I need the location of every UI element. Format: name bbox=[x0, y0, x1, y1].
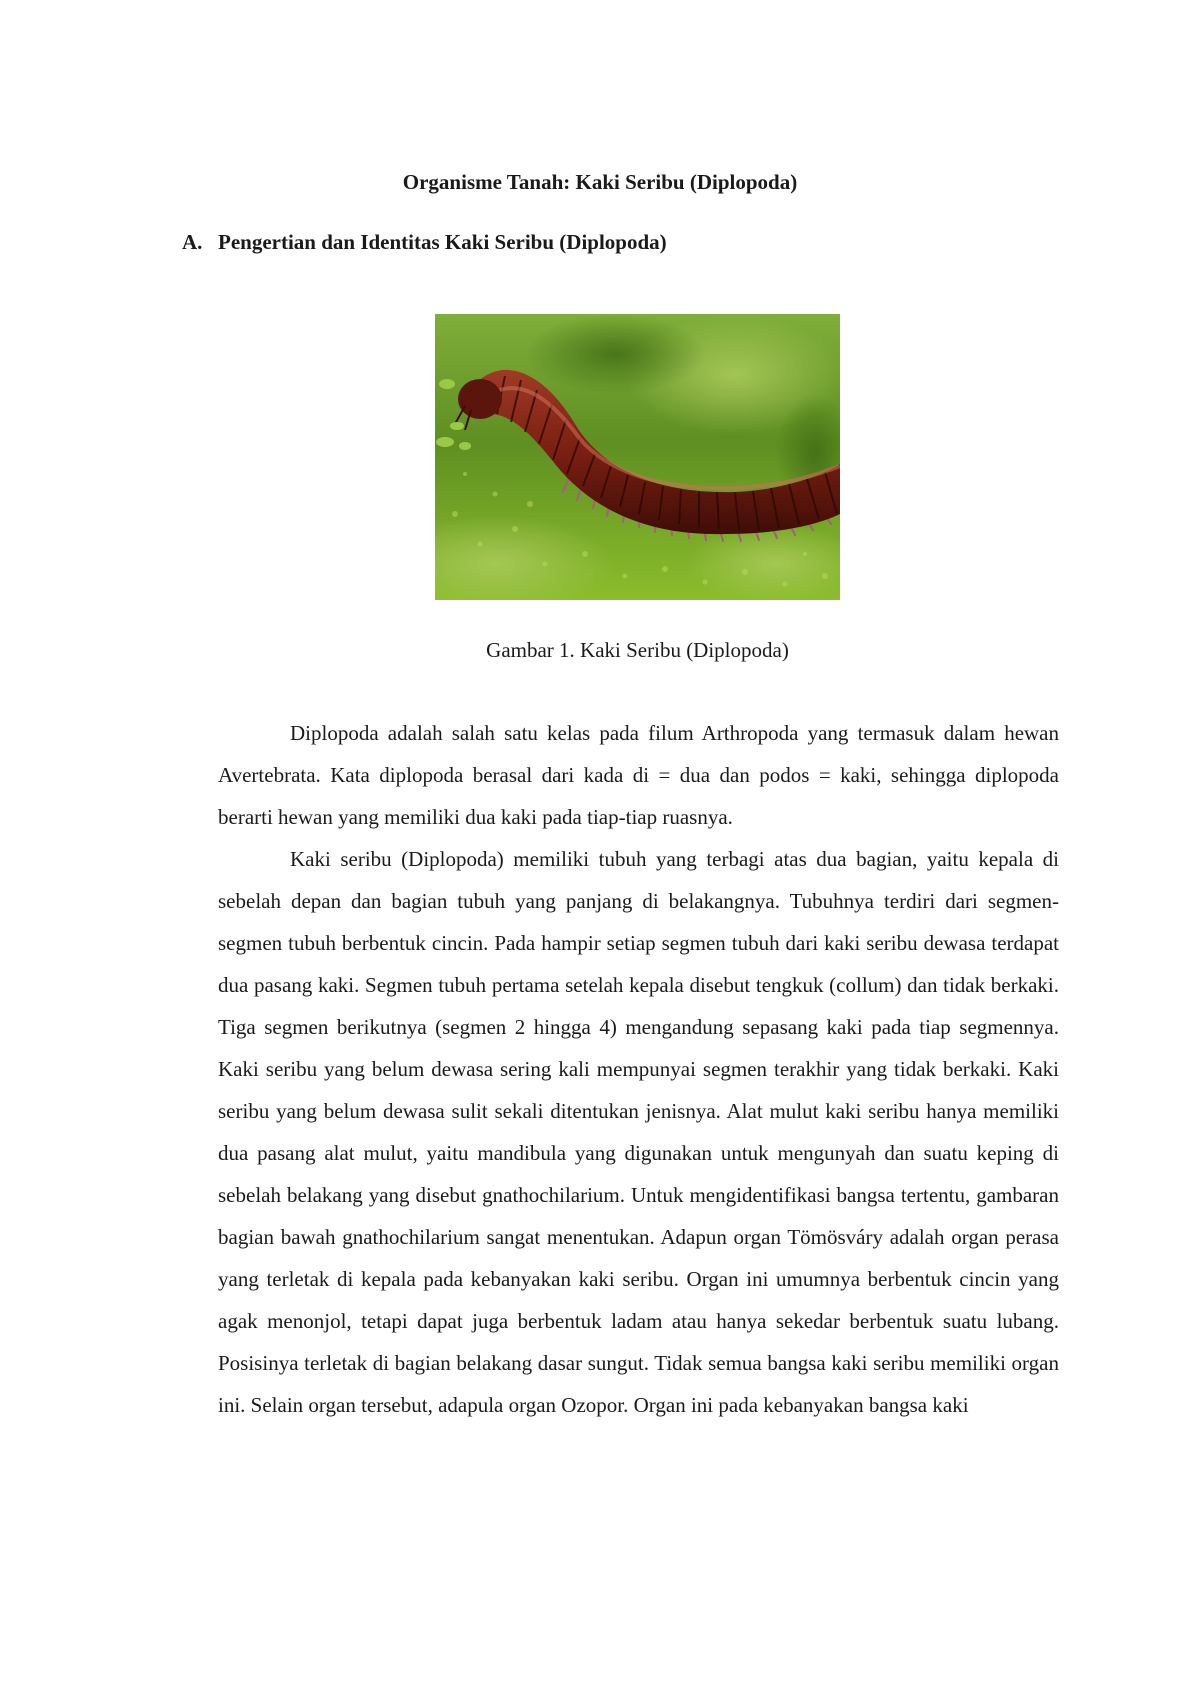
section-number: A. bbox=[182, 230, 203, 254]
paragraph: Kaki seribu (Diplopoda) memiliki tubuh yang terbagi atas dua bagian, yaitu kepala di sebelah depan dan bagian tubuh yang panjang di belakangnya. Tubuhnya terdiri dari segmen-segmen tubuh berbentuk cincin. Pada hampir setiap segmen tubuh dari kaki seribu dewasa terdapat dua pasang kaki. Segmen tubuh pertama setelah kepala disebut tengkuk (collum) dan tidak berkaki. Tiga segmen berikutnya (segmen 2 hingga 4) mengandung sepasang kaki pada tiap segmennya. Kaki seribu yang belum dewasa sering kali mempunyai segmen terakhir yang tidak berkaki. Kaki seribu yang belum dewasa sulit sekali ditentukan jenisnya. Alat mulut kaki seribu hanya memiliki dua pasang alat mulut, yaitu mandibula yang digunakan untuk mengunyah dan suatu keping di sebelah belakang yang disebut gnathochilarium. Untuk mengidentifikasi bangsa tertentu, gambaran bagian bawah gnathochilarium sangat menentukan. Adapun organ Tömösváry adalah organ perasa yang terletak di kepala pada kebanyakan kaki seribu. Organ ini umumnya berbentuk cincin yang agak menonjol, tetapi dapat juga berbentuk ladam atau hanya sekedar berbentuk suatu lubang. Posisinya terletak di bagian belakang dasar sungut. Tidak semua bangsa kaki seribu memiliki organ ini. Selain organ tersebut, adapula organ Ozopor. Organ ini pada kebanyakan bangsa kaki bbox=[218, 847, 1059, 1417]
paragraph: Diplopoda adalah salah satu kelas pada filum Arthropoda yang termasuk dalam hewan Avertebrata. Kata diplopoda berasal dari kada di = dua dan podos = kaki, sehingga diplopoda berarti hewan yang memiliki dua kaki pada tiap-tiap ruasnya. bbox=[218, 721, 1059, 829]
document-title: Organisme Tanah: Kaki Seribu (Diplopoda) bbox=[402, 170, 798, 194]
millipede-photo bbox=[435, 314, 840, 600]
section-heading-text: Pengertian dan Identitas Kaki Seribu (Diplopoda) bbox=[218, 230, 667, 254]
section-heading bbox=[182, 230, 667, 255]
figure-caption: Gambar 1. Kaki Seribu (Diplopoda) bbox=[486, 638, 789, 662]
body-text bbox=[218, 712, 1059, 1426]
